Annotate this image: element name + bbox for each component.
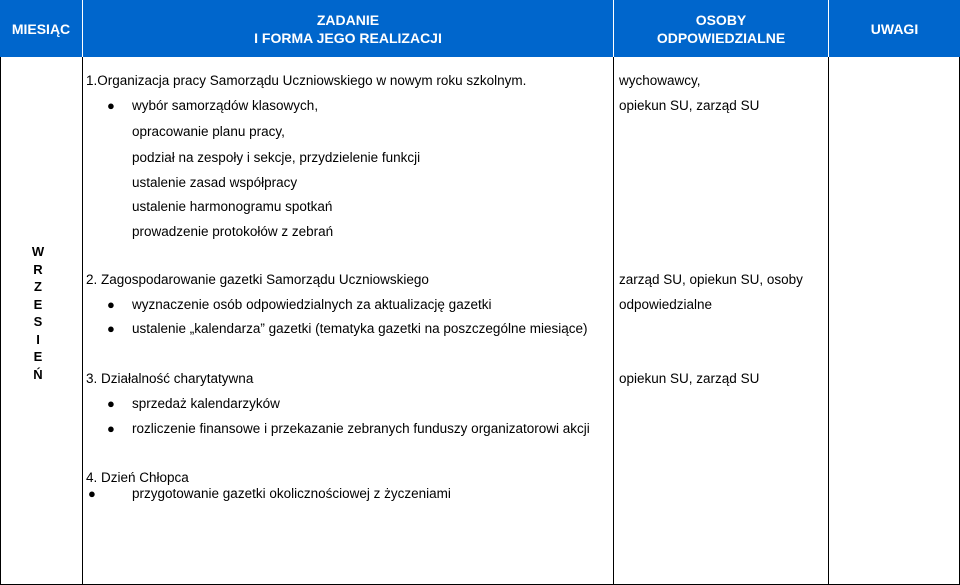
header-notes: UWAGI — [829, 0, 960, 57]
month-letter: R — [33, 261, 43, 277]
section-1-item: ustalenie harmonogramu spotkań — [132, 199, 333, 214]
header-task-line1: ZADANIE — [316, 11, 380, 28]
month-letters — [30, 243, 46, 383]
bullet-icon: ● — [107, 98, 115, 113]
section-2-responsible: zarząd SU, opiekun SU, osoby — [619, 272, 803, 287]
section-1-item: opracowanie planu pracy, — [132, 124, 285, 139]
month-letter: E — [33, 296, 43, 312]
bullet-icon: ● — [88, 486, 96, 501]
section-2-item: wyznaczenie osób odpowiedzialnych za aktualizację gazetki — [132, 297, 492, 312]
month-letter: E — [33, 349, 43, 364]
section-3-title: 3. Działalność charytatywna — [86, 371, 254, 386]
section-2-item: ustalenie „kalendarza” gazetki (tematyka gazetki na poszczególne miesiące) — [132, 321, 588, 336]
grid-line-1 — [82, 57, 83, 585]
section-2-responsible: odpowiedzialne — [619, 297, 713, 312]
section-1-title: 1.Organizacja pracy Samorządu Uczniowskiego w nowym roku szkolnym. — [86, 73, 527, 88]
section-1-item: wybór samorządów klasowych, — [132, 98, 319, 113]
month-letter: Z — [34, 279, 42, 294]
header-task-line2: I FORMA JEGO REALIZACJI — [254, 29, 442, 46]
month-letter: Ń — [33, 366, 43, 382]
bullet-icon: ● — [107, 297, 115, 312]
section-3-item: rozliczenie finansowe i przekazanie zebranych funduszy organizatorowi akcji — [132, 421, 590, 436]
section-1-responsible: opiekun SU, zarząd SU — [619, 98, 760, 113]
bullet-icon: ● — [107, 421, 115, 436]
header-responsible-line1: OSOBY — [695, 11, 747, 28]
bullet-icon: ● — [107, 321, 115, 336]
grid-line-left — [0, 57, 1, 585]
section-4-title: 4. Dzień Chłopca — [86, 470, 189, 485]
header-month: MIESIĄC — [0, 0, 82, 57]
section-3-responsible: opiekun SU, zarząd SU — [619, 371, 760, 386]
section-2-title: 2. Zagospodarowanie gazetki Samorządu Uczniowskiego — [86, 272, 429, 287]
section-1-item: podział na zespoły i sekcje, przydzielenie funkcji — [132, 150, 421, 165]
month-letter: S — [33, 314, 43, 329]
grid-line-3 — [828, 57, 829, 585]
section-3-item: sprzedaż kalendarzyków — [132, 396, 280, 411]
month-letter: I — [36, 331, 40, 347]
month-letter: W — [31, 244, 45, 259]
section-1-item: ustalenie zasad współpracy — [132, 175, 298, 190]
grid-line-2 — [613, 57, 614, 585]
header-task — [83, 0, 613, 57]
section-1-responsible: wychowawcy, — [619, 73, 701, 88]
section-4-item: przygotowanie gazetki okolicznościowej z życzeniami — [132, 486, 451, 501]
header-responsible-line2: ODPOWIEDZIALNE — [656, 29, 786, 46]
section-1-item: prowadzenie protokołów z zebrań — [132, 224, 334, 239]
header-responsible — [614, 0, 828, 57]
bullet-icon: ● — [107, 396, 115, 411]
